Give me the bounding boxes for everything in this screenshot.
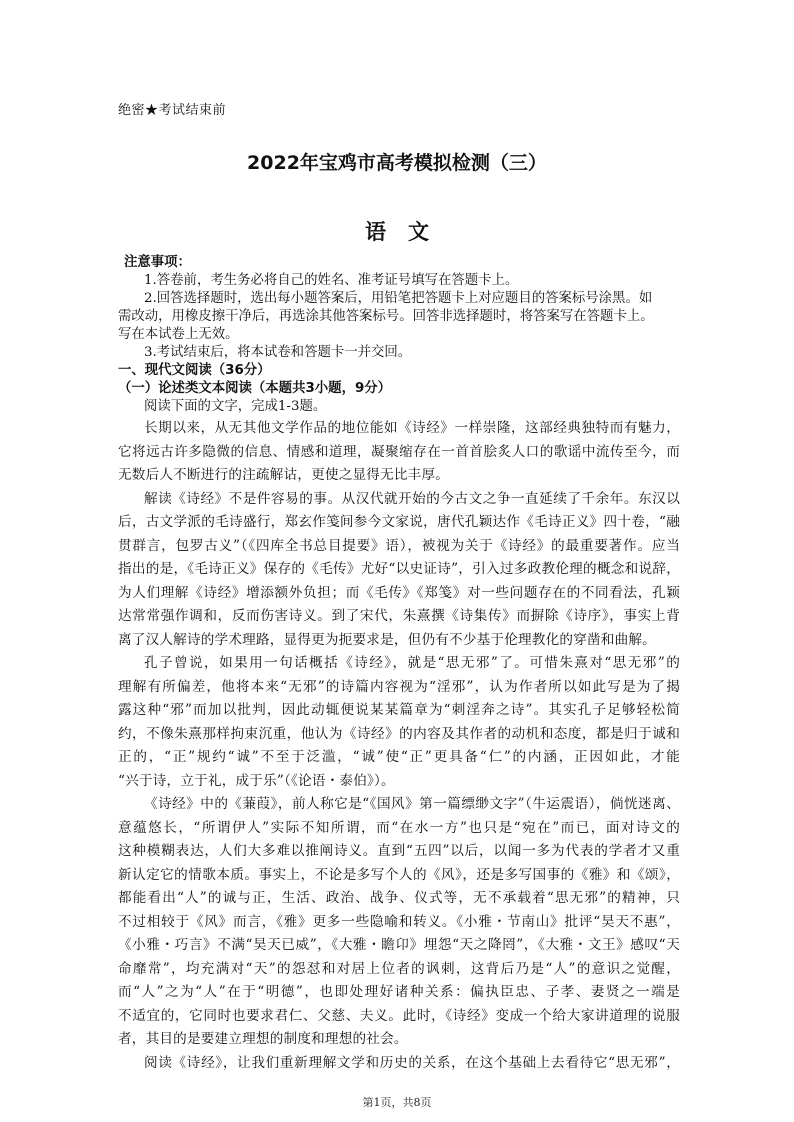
notice-line: 2.回答选择题时，选出每小题答案后，用铅笔把答题卡上对应题目的答案标号涂黑。如 <box>144 291 653 306</box>
notice-line: 3.考试结束后，将本试卷和答题卡一并交回。 <box>144 345 412 360</box>
passage-line: 不过相较于《风》而言，《雅》更多一些隐喻和转义。《小雅・节南山》批评“昊天不惠”， <box>118 913 680 930</box>
passage-line: 它将远古许多隐微的信息、情感和道理，凝聚缩存在一首首脍炙人口的歌谣中流传至今，而 <box>118 443 680 460</box>
passage-line: 不适宜的，它同时也要求君仁、父慈、夫义。此时，《诗经》变成一个给大家讲道理的说服 <box>118 1007 680 1024</box>
passage-line: 新认定它的情歌本质。事实上，不论是多写个人的《风》，还是多写国事的《雅》和《颂》， <box>118 866 680 883</box>
notice-line: 写在本试卷上无效。 <box>118 327 239 342</box>
passage-line: 约，不像朱熹那样拘束沉重，他认为《诗经》的内容及其作者的动机和态度，都是归于诚和 <box>118 725 680 742</box>
passage-line: 解读《诗经》不是件容易的事。从汉代就开始的今古文之争一直延续了千余年。东汉以 <box>144 490 680 507</box>
passage-line: 这种模糊表达，人们大多难以推阐诗义。直到“五四”以后，以闻一多为代表的学者才又重 <box>118 843 680 859</box>
passage <box>118 417 680 1075</box>
passage-line: 都能看出“人”的诚与正，生活、政治、战争、仪式等，无不承载着“思无邪”的精神，只 <box>118 890 680 906</box>
passage-line: 《诗经》中的《蒹葭》，前人称它是“《国风》第一篇缥缈文字”（牛运震语），倘恍迷离、 <box>144 796 680 812</box>
passage-line: 孔子曾说，如果用一句话概括《诗经》，就是“思无邪”了。可惜朱熹对“思无邪”的 <box>144 655 680 671</box>
passage-line: 离了汉人解诗的学术理路，显得更为扼要求是，但仍有不少基于伦理教化的穿凿和曲解。 <box>118 631 656 648</box>
passage-line: 命靡常”，均充满对“天”的怨怼和对居上位者的讽刺，这背后乃是“人”的意识之觉醒， <box>118 960 680 977</box>
content-area <box>118 254 680 1075</box>
page-footer: 第1页，共8页 <box>362 1096 432 1109</box>
passage-line: 阅读《诗经》，让我们重新理解文学和历史的关系，在这个基础上去看待它“思无邪”， <box>144 1054 680 1071</box>
secret-label: 绝密★考试结束前 <box>118 103 227 118</box>
passage-line: 达常常强作调和，反而伤害诗义。到了宋代，朱熹撰《诗集传》而摒除《诗序》，事实上背 <box>118 608 680 624</box>
passage-line: “兴于诗，立于礼，成于乐”（《论语・泰伯》）。 <box>118 772 395 789</box>
passage-line: 贯群言，包罗古义”（《四库全书总目提要》语），被视为关于《诗经》的最重要著作。应当 <box>118 537 680 554</box>
passage-line: 者，其目的是要建立理想的制度和理想的社会。 <box>118 1031 408 1047</box>
passage-line: 后，古文学派的毛诗盛行，郑玄作笺间参今文家说，唐代孔颖达作《毛诗正义》四十卷，“融 <box>118 514 680 530</box>
exam-title: 2022年宝鸡市高考模拟检测（三） <box>247 152 547 174</box>
notice-line: 1.答卷前，考生务必将自己的姓名、准考证号填写在答题卡上。 <box>144 273 519 288</box>
passage-line: 露这种“邪”而加以批判，因此动辄便说某某篇章为“刺淫奔之诗”。其实孔子足够轻松简 <box>118 702 680 718</box>
passage-line: 而“人”之为“人”在于“明德”，也即处理好诸种关系：偏执臣忠、子孝、妻贤之一端是 <box>118 984 680 1000</box>
passage-line: 无数后人不断进行的注疏解诂，更使之显得无比丰厚。 <box>118 467 450 483</box>
passage-line: 《小雅・巧言》不满“昊天已威”，《大雅・瞻卬》埋怨“天之降罔”，《大雅・文王》感叹“天 <box>118 937 680 953</box>
subject-title: 语文 <box>365 220 451 244</box>
section-title: 一、现代文阅读（36分） <box>118 363 271 378</box>
passage-line: 正的，“正”规约“诚”不至于泛滥，“诚”使“正”更具备“仁”的内涵，正因如此，才能 <box>118 749 680 765</box>
notice-line: 需改动，用橡皮擦干净后，再选涂其他答案标号。回答非选择题时，将答案写在答题卡上。 <box>118 309 654 324</box>
subsection-title: （一）论述类文本阅读（本题共3小题，9分） <box>118 381 392 396</box>
passage-line: 指出的是，《毛诗正义》保存的《毛传》尤好“以史证诗”，引入过多政教伦理的概念和说辞， <box>118 561 680 577</box>
passage-line: 理解有所偏差，他将本来“无邪”的诗篇内容视为“淫邪”，认为作者所以如此写是为了揭 <box>118 678 680 695</box>
notice-heading: 注意事项： <box>124 255 191 270</box>
passage-line: 长期以来，从无其他文学作品的地位能如《诗经》一样崇隆，这部经典独特而有魅力， <box>144 420 680 436</box>
reading-instruction: 阅读下面的文字，完成1-3题。 <box>144 399 327 414</box>
passage-line: 意蕴悠长，“所谓伊人”实际不知所谓，而“在水一方”也只是“宛在”而已，面对诗文的 <box>118 819 680 836</box>
passage-line: 为人们理解《诗经》增添额外负担；而《毛传》《郑笺》对一些问题存在的不同看法，孔颖 <box>118 584 680 601</box>
